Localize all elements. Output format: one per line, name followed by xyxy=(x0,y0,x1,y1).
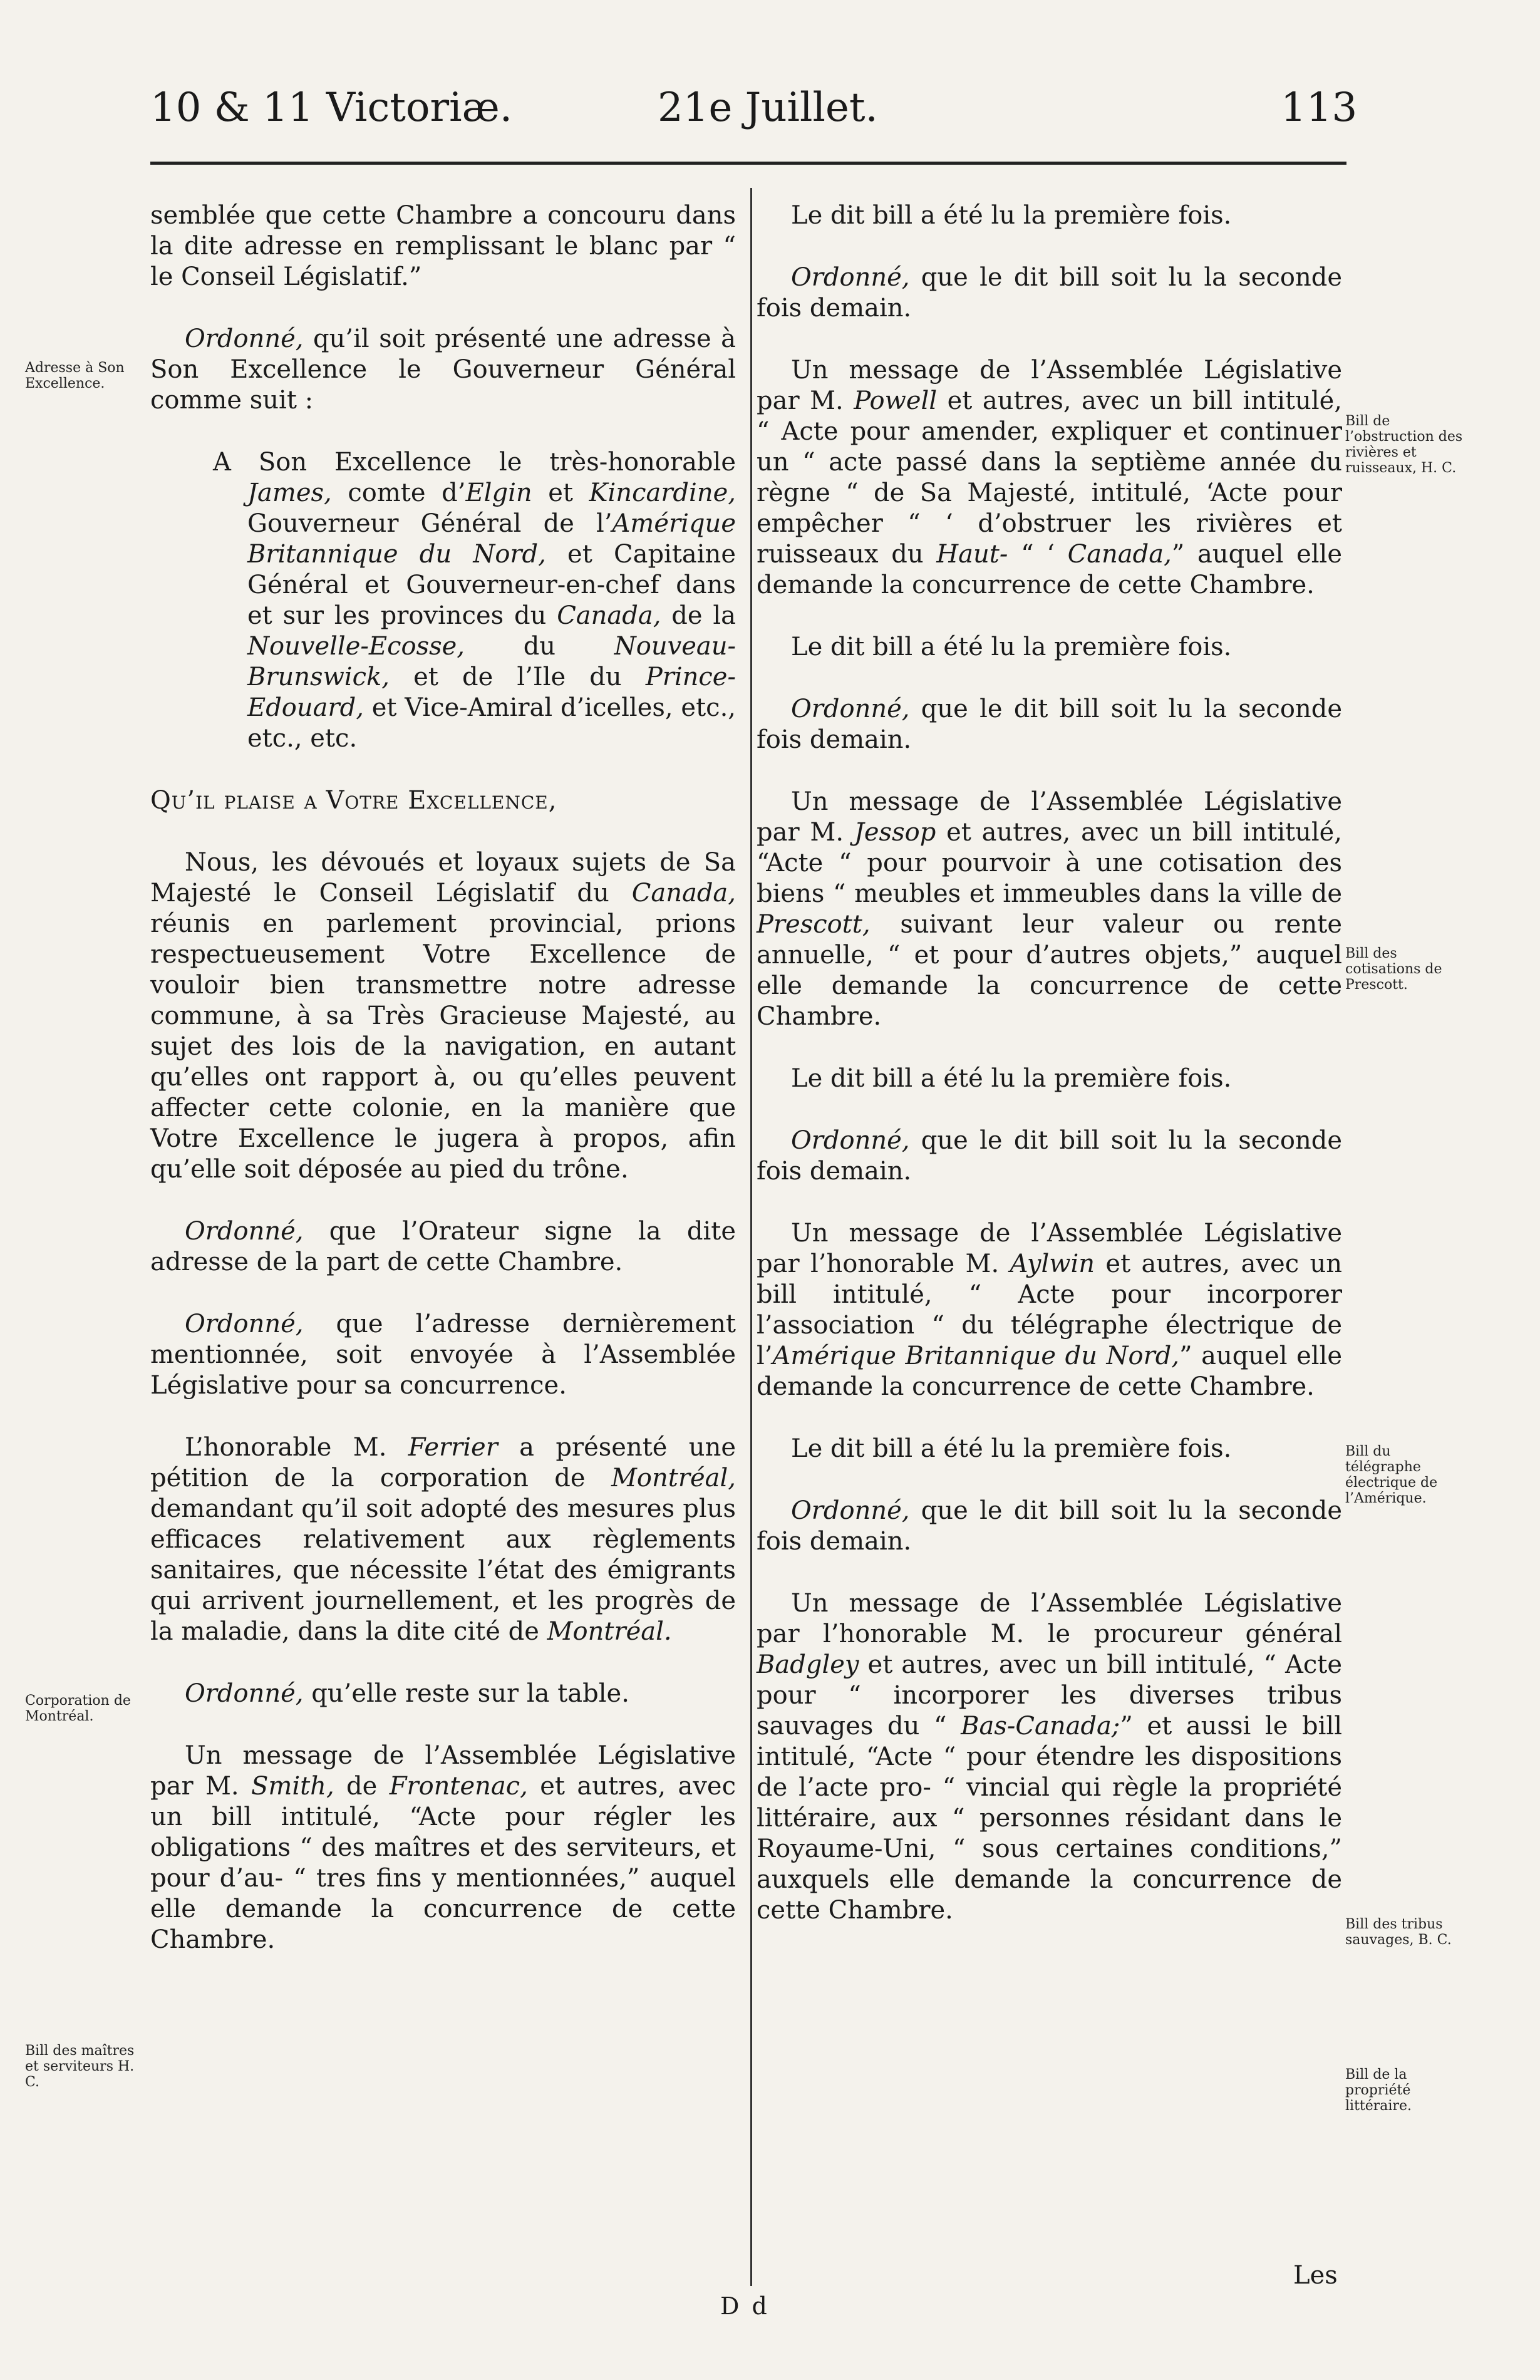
paragraph-smith-message xyxy=(150,1741,736,1955)
text: Un message de l’Assemblée Législative par l’honorable M. le procureur général xyxy=(757,1589,1342,1648)
name-smith: Smith, xyxy=(251,1772,334,1801)
margin-note-bill-telegraphe: Bill du télégraphe électrique de l’Amérique. xyxy=(1345,1444,1438,1506)
name-montreal: Montréal. xyxy=(547,1617,672,1646)
name-haut: Haut- xyxy=(936,540,1008,569)
running-header-date: 21e Juillet. xyxy=(658,85,878,131)
paragraph-ordonne-seconde xyxy=(757,1496,1342,1557)
paragraph-premiere-lecture: Le dit bill a été lu la première fois. xyxy=(791,1434,1232,1463)
name-canada: Canada, xyxy=(1067,540,1172,569)
text: Gouverneur Général de l’ xyxy=(247,509,612,538)
running-header-left: 10 & 11 Victoriæ. xyxy=(150,85,513,131)
text: A Son Excellence le très-honorable xyxy=(213,448,736,477)
paragraph-premiere-lecture: Le dit bill a été lu la première fois. xyxy=(791,201,1232,230)
margin-note-bill-cotisations: Bill des cotisations de Prescott. xyxy=(1345,946,1442,993)
paragraph-text: que le dit bill soit lu la seconde fois demain. xyxy=(757,263,1342,323)
address-salutation xyxy=(213,447,736,754)
paragraph-nous xyxy=(150,847,736,1185)
margin-note-bill-tribus: Bill des tribus sauvages, B. C. xyxy=(1345,1917,1452,1948)
name-amerique: Amérique Britannique du Nord, xyxy=(247,509,736,569)
name-montreal: Montréal, xyxy=(611,1464,736,1493)
text: Un message de l’Assemblée Législative par M. xyxy=(150,1741,736,1801)
paragraph-continuation: semblée que cette Chambre a concouru dans la dite adresse en remplissant le blanc par “ le Conseil Législatif.” xyxy=(150,201,736,291)
text: de xyxy=(334,1772,390,1801)
ordonne-label: Ordonné, xyxy=(791,1126,910,1155)
ordonne-label: Ordonné, xyxy=(185,324,304,353)
text: et autres, avec un bill intitulé, “Acte “ pour pourvoir à une cotisation des biens “ meubles et immeubles dans la ville de xyxy=(757,818,1342,908)
name-powell: Powell xyxy=(854,386,938,415)
text: L’honorable M. xyxy=(185,1433,408,1462)
paragraph-jessop-message xyxy=(757,787,1342,1032)
text: demandant qu’il soit adopté des mesures plus efficaces relativement aux règlements sanitaires, que nécessite l’état des émigrants qui arrivent journellement, et les progrès de la maladie, dans la dite cité de xyxy=(150,1494,736,1646)
paragraph-ordonne-seconde xyxy=(757,262,1342,324)
name-nouvelle-ecosse: Nouvelle-Ecosse, xyxy=(247,632,465,661)
text: ” auquel elle demande la concurrence de cette Chambre. xyxy=(757,540,1343,599)
paragraph-ordonne-seconde xyxy=(757,1125,1342,1187)
name-james: James, xyxy=(247,479,332,507)
name-canada: Canada, xyxy=(557,601,661,630)
name-frontenac: Frontenac, xyxy=(389,1772,528,1801)
text: comte d’ xyxy=(331,479,466,507)
right-column xyxy=(757,200,1342,1957)
name-canada: Canada, xyxy=(631,879,736,908)
text: suivant leur valeur ou rente annuelle, “ et pour d’autres objets,” auquel elle demande la concurrence de cette Chambre. xyxy=(757,910,1342,1031)
paragraph-ordonne-table xyxy=(150,1679,736,1709)
paragraph-text: que l’adresse dernièrement mentionnée, soit envoyée à l’Assemblée Législative pour sa concurrence. xyxy=(150,1310,736,1400)
name-prescott: Prescott, xyxy=(757,910,871,939)
margin-note-bill-obstruction: Bill de l’obstruction des rivières et ruisseaux, H. C. xyxy=(1345,413,1463,476)
paragraph-premiere-lecture: Le dit bill a été lu la première fois. xyxy=(791,1064,1232,1093)
signature-mark: D d xyxy=(720,2292,770,2320)
text: a présenté une pétition de la corporation de xyxy=(150,1433,736,1493)
ordonne-label: Ordonné, xyxy=(185,1217,304,1246)
text: et de l’Ile du xyxy=(389,663,646,691)
paragraph-text: que le dit bill soit lu la seconde fois demain. xyxy=(757,1126,1342,1186)
margin-note-bill-maitres: Bill des maîtres et serviteurs H. C. xyxy=(25,2043,135,2090)
ordonne-label: Ordonné, xyxy=(791,1496,910,1525)
paragraph-badgley-message xyxy=(757,1588,1342,1926)
paragraph-premiere-lecture: Le dit bill a été lu la première fois. xyxy=(791,633,1232,661)
text: de la xyxy=(661,601,736,630)
text: et autres, avec un bill intitulé, “ Acte pour “ incorporer les diverses tribus sauvages du “ xyxy=(757,1650,1342,1741)
name-prince-edouard: Prince-Edouard, xyxy=(247,663,736,722)
ordonne-label: Ordonné, xyxy=(791,695,910,723)
text: et Capitaine Général et Gouverneur-en-chef dans et sur les provinces du xyxy=(247,540,736,630)
name-jessop: Jessop xyxy=(854,818,936,847)
paragraph-text: qu’elle reste sur la table. xyxy=(303,1679,629,1708)
paragraph-ordonne-adresse xyxy=(150,324,736,416)
text: Nous, les dévoués et loyaux sujets de Sa Majesté le Conseil Législatif du xyxy=(150,848,736,908)
ordonne-label: Ordonné, xyxy=(185,1310,304,1338)
catchword: Les xyxy=(1293,2261,1338,2290)
text: Un message de l’Assemblée Législative par M. xyxy=(757,787,1342,847)
name-ferrier: Ferrier xyxy=(408,1433,498,1462)
paragraph-text: que le dit bill soit lu la seconde fois demain. xyxy=(757,1496,1342,1556)
text: ” auquel elle demande la concurrence de cette Chambre. xyxy=(757,1342,1343,1401)
margin-note-corporation: Corporation de Montréal. xyxy=(25,1693,131,1724)
name-aylwin: Aylwin xyxy=(1010,1250,1095,1278)
left-column xyxy=(150,200,736,1987)
name-amerique: Amérique Britannique du Nord, xyxy=(772,1342,1180,1370)
paragraph-ordonne-seconde xyxy=(757,694,1342,755)
paragraph-ordonne-orateur xyxy=(150,1216,736,1278)
paragraph-powell-message xyxy=(757,355,1342,601)
text: Un message de l’Assemblée Législative par l’honorable M. xyxy=(757,1219,1342,1278)
text: Un message de l’Assemblée Législative par M. xyxy=(757,356,1342,415)
ordonne-label: Ordonné, xyxy=(185,1679,304,1708)
margin-note-bill-propriete: Bill de la propriété littéraire. xyxy=(1345,2067,1412,2114)
name-kincardine: Kincardine, xyxy=(589,479,736,507)
ordonne-label: Ordonné, xyxy=(791,263,910,292)
text: “ ‘ xyxy=(1008,540,1068,569)
text: et autres, avec un bill intitulé, “Acte pour régler les obligations “ des maîtres et des serviteurs, et pour d’au- “ tres fins y mentionnées,” auquel elle demande la concurrence de cette Chambre. xyxy=(150,1772,736,1954)
paragraph-text: que l’Orateur signe la dite adresse de la part de cette Chambre. xyxy=(150,1217,736,1276)
page-number: 113 xyxy=(1281,85,1358,131)
paragraph-ferrier-petition xyxy=(150,1432,736,1647)
text: et autres, avec un bill intitulé, “ Acte pour amender, expliquer et continuer un “ acte passé dans la septième année du règne “ de Sa Majesté, intitulé, ‘Acte pour empêcher “ ‘ d’obstruer les rivières et ruisseaux du xyxy=(757,386,1342,569)
text: et Vice-Amiral d’icelles, etc., etc., etc. xyxy=(247,693,736,753)
text: et xyxy=(532,479,589,507)
column-divider xyxy=(750,188,752,2286)
name-nouveau-brunswick: Nouveau-Brunswick, xyxy=(247,632,736,691)
name-badgley: Badgley xyxy=(757,1650,859,1679)
paragraph-ordonne-envoyee xyxy=(150,1309,736,1401)
header-rule xyxy=(150,162,1346,165)
paragraph-aylwin-message xyxy=(757,1218,1342,1402)
text: du xyxy=(465,632,614,661)
qu-il-plaise-heading: Qu’il plaise a Votre Excellence, xyxy=(150,786,557,815)
name-bas-canada: Bas-Canada; xyxy=(961,1712,1120,1741)
text: réunis en parlement provincial, prions respectueusement Votre Excellence de vouloir bien transmettre notre adresse commune, à sa Très Gracieuse Majesté, au sujet des lois de la navigation, en autant qu’elles ont rapport à, ou qu’elles peuvent affecter cette colonie, en la manière que Votre Excellence le jugera à propos, afin qu’elle soit déposée au pied du trône. xyxy=(150,909,736,1184)
paragraph-text: que le dit bill soit lu la seconde fois demain. xyxy=(757,695,1342,754)
margin-note-adresse: Adresse à Son Excellence. xyxy=(25,360,125,391)
paragraph-text: qu’il soit présenté une adresse à Son Excellence le Gouverneur Général comme suit : xyxy=(150,324,736,415)
text: ” et aussi le bill intitulé, “Acte “ pour étendre les dispositions de l’acte pro- “ vincial qui règle la propriété littéraire, aux “ personnes résidant dans le Royaume-Uni, “ sous certaines conditions,” auxquels elle demande la concurrence de cette Chambre. xyxy=(757,1712,1342,1925)
name-elgin: Elgin xyxy=(465,479,532,507)
text: et autres, avec un bill intitulé, “ Acte pour incorporer l’association “ du télégraphe électrique de l’ xyxy=(757,1250,1342,1370)
